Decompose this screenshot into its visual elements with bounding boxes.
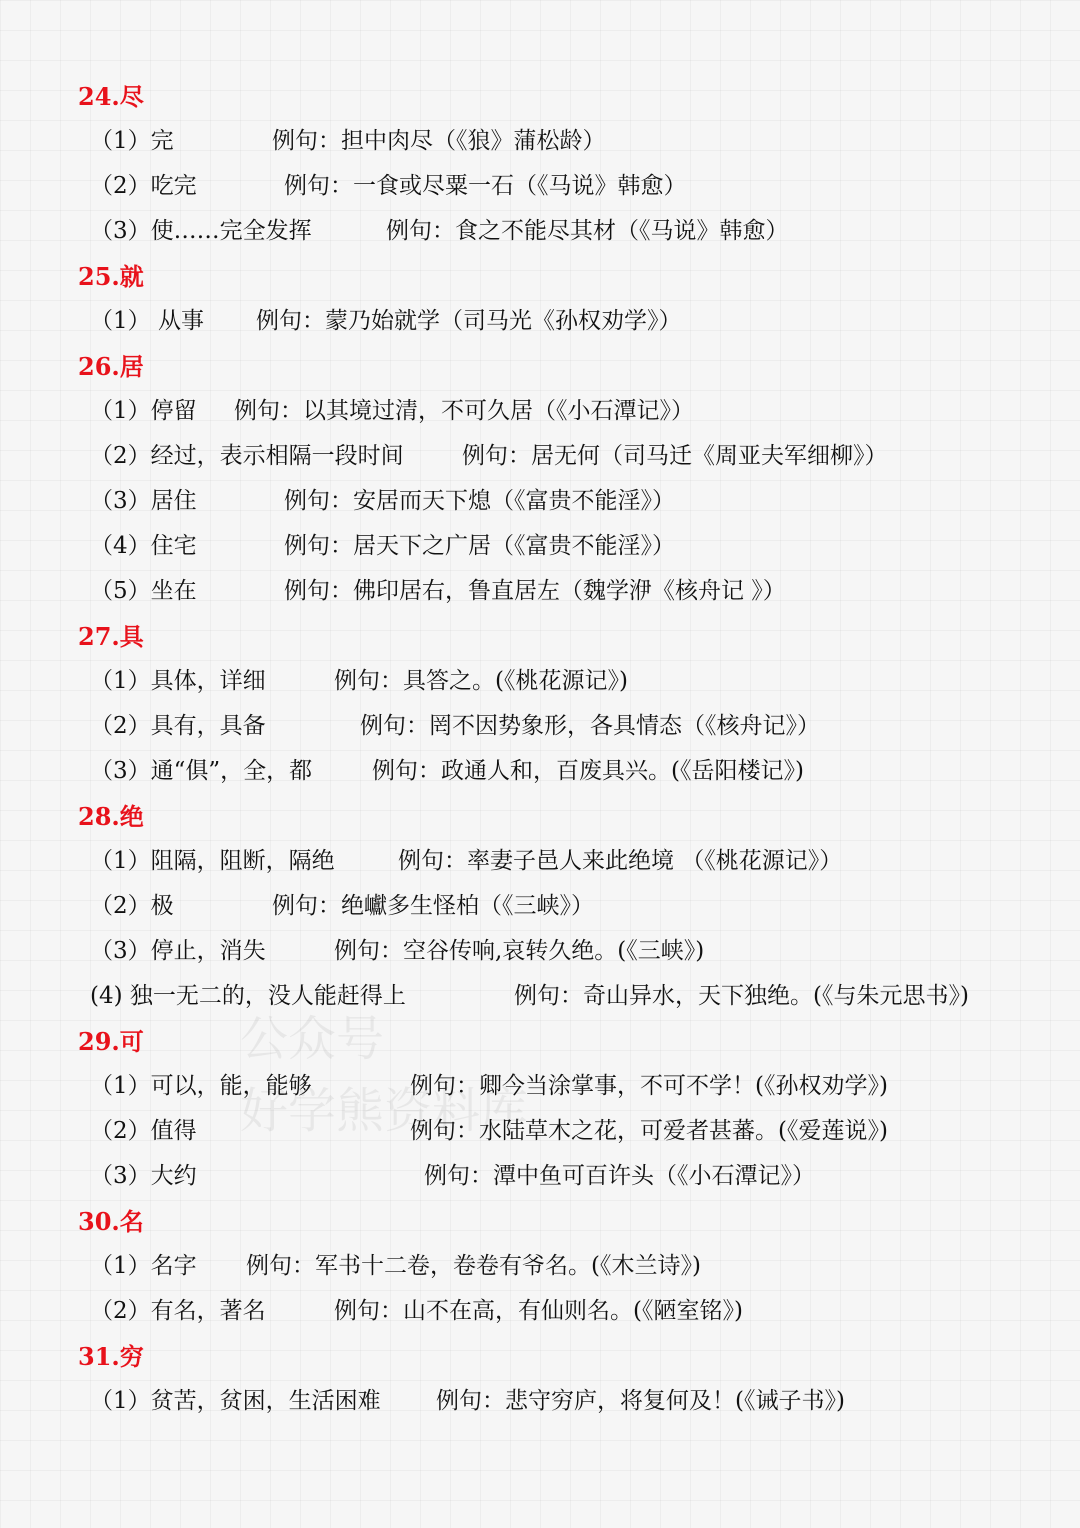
section-title: 28.绝	[78, 802, 144, 831]
entry-row	[0, 209, 1080, 254]
entry-meaning: （2）吃完	[90, 173, 197, 199]
entry-meaning: （3）通“俱”，全，都	[90, 758, 313, 784]
section-title: 31.穷	[78, 1342, 144, 1371]
entry-meaning: (4) 独一无二的，没人能赶得上	[90, 983, 406, 1009]
entry-row	[0, 1379, 1080, 1424]
entry-row	[0, 299, 1080, 344]
entry-example: 例句：山不在高，有仙则名。(《陋室铭》)	[334, 1298, 743, 1324]
entry-meaning: （2）具有，具备	[90, 713, 266, 739]
entry-example: 例句：卿今当涂掌事，不可不学！(《孙权劝学》)	[410, 1073, 888, 1099]
entry-row	[0, 524, 1080, 569]
entry-meaning: （1）贫苦，贫困，生活困难	[90, 1388, 381, 1414]
entry-meaning: （1）完	[90, 128, 174, 154]
entry-example: 例句：担中肉尽（《狼》蒲松龄）	[272, 128, 606, 154]
entry-example: 例句：率妻子邑人来此绝境 （《桃花源记》）	[398, 848, 843, 874]
entry-example: 例句：居无何（司马迁《周亚夫军细柳》）	[462, 443, 888, 469]
entry-example: 例句：奇山异水，天下独绝。(《与朱元思书》)	[514, 983, 969, 1009]
entry-row	[0, 569, 1080, 614]
entry-example: 例句：军书十二卷，卷卷有爷名。(《木兰诗》)	[246, 1253, 701, 1279]
entry-row	[0, 704, 1080, 749]
entry-example: 例句：居天下之广居（《富贵不能淫》）	[284, 533, 675, 559]
entry-example: 例句：佛印居右，鲁直居左（魏学洢《核舟记 》）	[284, 578, 786, 604]
section-title: 29.可	[78, 1027, 144, 1056]
section-title: 24.尽	[78, 82, 144, 111]
entry-example: 例句：悲守穷庐，将复何及！(《诫子书》)	[436, 1388, 845, 1414]
entry-example: 例句：潭中鱼可百许头（《小石潭记》）	[424, 1163, 815, 1189]
entry-example: 例句：以其境过清，不可久居（《小石潭记》）	[234, 398, 694, 424]
entry-meaning: （2）有名，著名	[90, 1298, 266, 1324]
entry-meaning: （1） 从事	[90, 308, 204, 334]
entries-list	[0, 74, 1080, 1424]
entry-row	[0, 1289, 1080, 1334]
entry-example: 例句：水陆草木之花，可爱者甚蕃。(《爱莲说》)	[410, 1118, 888, 1144]
entry-meaning: （1）名字	[90, 1253, 197, 1279]
entry-meaning: （2）经过，表示相隔一段时间	[90, 443, 404, 469]
section-title: 30.名	[78, 1207, 144, 1236]
entry-example: 例句：安居而天下熄（《富贵不能淫》）	[284, 488, 675, 514]
entry-example: 例句：绝巘多生怪柏（《三峡》）	[272, 893, 594, 919]
entry-example: 例句：具答之。(《桃花源记》)	[334, 668, 628, 694]
entry-meaning: （3）使……完全发挥	[90, 218, 312, 244]
entry-example: 例句：政通人和，百废具兴。(《岳阳楼记》)	[372, 758, 804, 784]
watermark-line-2: 好学熊资料库	[240, 1083, 529, 1139]
entry-meaning: （3）居住	[90, 488, 197, 514]
entry-row	[0, 1109, 1080, 1154]
section-title: 25.就	[78, 262, 144, 291]
entry-meaning: （3）停止，消失	[90, 938, 266, 964]
entry-row	[0, 839, 1080, 884]
entry-meaning: （1）停留	[90, 398, 197, 424]
section-title: 26.居	[78, 352, 144, 381]
entry-example: 例句：蒙乃始就学（司马光《孙权劝学》）	[256, 308, 682, 334]
entry-row	[0, 389, 1080, 434]
entry-meaning: （2）值得	[90, 1118, 197, 1144]
entry-row	[0, 1064, 1080, 1109]
entry-meaning: （1）具体，详细	[90, 668, 266, 694]
entry-row	[0, 1244, 1080, 1289]
entry-meaning: （4）住宅	[90, 533, 197, 559]
entry-example: 例句：空谷传响,哀转久绝。(《三峡》)	[334, 938, 705, 964]
entry-example: 例句：罔不因势象形，各具情态（《核舟记》）	[360, 713, 820, 739]
entry-meaning: （2）极	[90, 893, 174, 919]
entry-row	[0, 749, 1080, 794]
entry-row	[0, 659, 1080, 704]
entry-row	[0, 1154, 1080, 1199]
entry-example: 例句：食之不能尽其材（《马说》韩愈）	[386, 218, 789, 244]
section-title: 27.具	[78, 622, 144, 651]
entry-meaning: （3）大约	[90, 1163, 197, 1189]
entry-row	[0, 164, 1080, 209]
entry-row	[0, 884, 1080, 929]
entry-row	[0, 119, 1080, 164]
entry-row	[0, 479, 1080, 524]
entry-meaning: （1）可以，能，能够	[90, 1073, 312, 1099]
entry-row	[0, 974, 1080, 1019]
entry-row	[0, 434, 1080, 479]
watermark-line-1: 公众号	[240, 1011, 385, 1067]
entry-example: 例句：一食或尽粟一石（《马说》韩愈）	[284, 173, 687, 199]
entry-meaning: （1）阻隔，阻断，隔绝	[90, 848, 335, 874]
entry-meaning: （5）坐在	[90, 578, 197, 604]
entry-row	[0, 929, 1080, 974]
